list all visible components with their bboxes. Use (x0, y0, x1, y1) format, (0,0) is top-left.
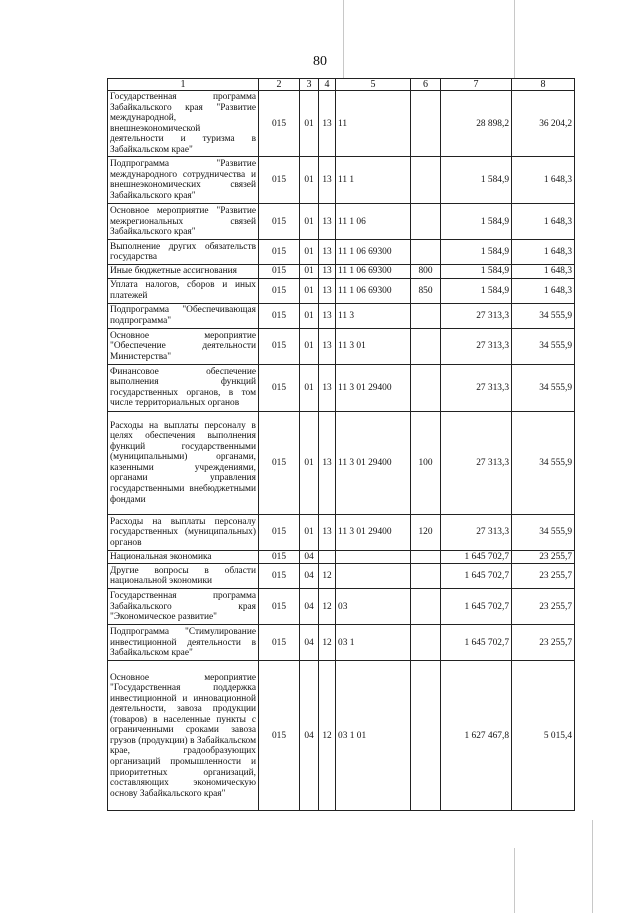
code-cell: 015 (259, 564, 300, 589)
target-article-cell: 11 1 06 69300 (336, 278, 411, 303)
row-name-cell: Национальная экономика (108, 550, 259, 564)
amount-cell: 1 627 467,8 (441, 661, 512, 811)
table-row (108, 278, 575, 303)
amount-cell: 23 255,7 (512, 564, 575, 589)
code-cell: 015 (259, 204, 300, 240)
code-cell: 015 (259, 278, 300, 303)
amount-cell: 27 313,3 (441, 514, 512, 550)
code-cell: 015 (259, 265, 300, 279)
target-article-cell: 11 1 06 69300 (336, 240, 411, 265)
table-row (108, 157, 575, 204)
amount-cell: 23 255,7 (512, 589, 575, 625)
amount-cell: 1 648,3 (512, 278, 575, 303)
table-row (108, 303, 575, 328)
header-cell: 2 (259, 79, 300, 91)
section-cell: 04 (300, 564, 319, 589)
subsection-cell: 13 (319, 514, 336, 550)
expense-type-cell (411, 661, 441, 811)
subsection-cell: 12 (319, 589, 336, 625)
expense-type-cell (411, 157, 441, 204)
scan-artifact-line (514, 848, 515, 913)
code-cell: 015 (259, 661, 300, 811)
table-row (108, 265, 575, 279)
subsection-cell: 12 (319, 564, 336, 589)
row-name-cell: Другие вопросы в области национальной экономики (108, 564, 259, 589)
code-cell: 015 (259, 328, 300, 364)
table-row (108, 240, 575, 265)
amount-cell: 27 313,3 (441, 328, 512, 364)
target-article-cell (336, 564, 411, 589)
code-cell: 015 (259, 364, 300, 411)
section-cell: 01 (300, 240, 319, 265)
amount-cell: 1 584,9 (441, 278, 512, 303)
subsection-cell: 12 (319, 625, 336, 661)
amount-cell: 27 313,3 (441, 364, 512, 411)
amount-cell: 1 645 702,7 (441, 550, 512, 564)
expense-type-cell (411, 328, 441, 364)
scan-artifact-line (592, 820, 593, 913)
expense-type-cell: 120 (411, 514, 441, 550)
subsection-cell: 12 (319, 661, 336, 811)
subsection-cell: 13 (319, 157, 336, 204)
header-cell: 3 (300, 79, 319, 91)
row-name-cell: Государственная программа Забайкальского края "Экономическое развитие" (108, 589, 259, 625)
section-cell: 01 (300, 328, 319, 364)
code-cell: 015 (259, 550, 300, 564)
subsection-cell: 13 (319, 265, 336, 279)
amount-cell: 1 584,9 (441, 204, 512, 240)
section-cell: 01 (300, 265, 319, 279)
row-name-cell: Уплата налогов, сборов и иных платежей (108, 278, 259, 303)
target-article-cell: 11 1 06 (336, 204, 411, 240)
subsection-cell: 13 (319, 204, 336, 240)
amount-cell: 1 584,9 (441, 157, 512, 204)
amount-cell: 1 645 702,7 (441, 564, 512, 589)
subsection-cell: 13 (319, 411, 336, 514)
table-row (108, 91, 575, 157)
section-cell: 01 (300, 303, 319, 328)
amount-cell: 1 584,9 (441, 265, 512, 279)
target-article-cell: 11 1 06 69300 (336, 265, 411, 279)
section-cell: 01 (300, 364, 319, 411)
amount-cell: 23 255,7 (512, 550, 575, 564)
table-body (108, 91, 575, 811)
row-name-cell: Иные бюджетные ассигнования (108, 265, 259, 279)
expense-type-cell (411, 364, 441, 411)
row-name-cell: Государственная программа Забайкальского края "Развитие международной, внешнеэкономической деятельности и туризма в Забайкальском крае" (108, 91, 259, 157)
header-cell: 1 (108, 79, 259, 91)
amount-cell: 1 648,3 (512, 265, 575, 279)
expense-type-cell: 800 (411, 265, 441, 279)
row-name-cell: Выполнение других обязательств государства (108, 240, 259, 265)
row-name-cell: Основное мероприятие "Развитие межрегиональных связей Забайкальского края" (108, 204, 259, 240)
code-cell: 015 (259, 157, 300, 204)
section-cell: 01 (300, 91, 319, 157)
header-cell: 6 (411, 79, 441, 91)
amount-cell: 1 584,9 (441, 240, 512, 265)
amount-cell: 34 555,9 (512, 328, 575, 364)
expense-type-cell (411, 589, 441, 625)
amount-cell: 34 555,9 (512, 364, 575, 411)
code-cell: 015 (259, 589, 300, 625)
table-row (108, 589, 575, 625)
amount-cell: 23 255,7 (512, 625, 575, 661)
table-row (108, 661, 575, 811)
amount-cell: 1 645 702,7 (441, 625, 512, 661)
amount-cell: 36 204,2 (512, 91, 575, 157)
row-name-cell: Подпрограмма "Стимулирование инвестиционной деятельности в Забайкальском крае" (108, 625, 259, 661)
table-row (108, 625, 575, 661)
amount-cell: 1 645 702,7 (441, 589, 512, 625)
subsection-cell: 13 (319, 303, 336, 328)
amount-cell: 27 313,3 (441, 303, 512, 328)
target-article-cell: 11 3 01 29400 (336, 364, 411, 411)
code-cell: 015 (259, 514, 300, 550)
header-row (108, 79, 575, 91)
section-cell: 04 (300, 589, 319, 625)
subsection-cell (319, 550, 336, 564)
target-article-cell: 11 3 (336, 303, 411, 328)
subsection-cell: 13 (319, 328, 336, 364)
section-cell: 04 (300, 661, 319, 811)
section-cell: 04 (300, 625, 319, 661)
code-cell: 015 (259, 91, 300, 157)
amount-cell: 1 648,3 (512, 240, 575, 265)
expense-type-cell (411, 91, 441, 157)
target-article-cell: 11 1 (336, 157, 411, 204)
expense-type-cell (411, 240, 441, 265)
table-row (108, 411, 575, 514)
section-cell: 01 (300, 157, 319, 204)
expense-type-cell (411, 303, 441, 328)
row-name-cell: Основное мероприятие "Обеспечение деятельности Министерства" (108, 328, 259, 364)
amount-cell: 34 555,9 (512, 514, 575, 550)
target-article-cell: 11 3 01 29400 (336, 514, 411, 550)
expense-type-cell (411, 625, 441, 661)
target-article-cell: 03 1 (336, 625, 411, 661)
table-row (108, 564, 575, 589)
table-row (108, 550, 575, 564)
table-row (108, 364, 575, 411)
expense-type-cell (411, 204, 441, 240)
row-name-cell: Подпрограмма "Обеспечивающая подпрограмма" (108, 303, 259, 328)
amount-cell: 1 648,3 (512, 204, 575, 240)
table-header (108, 79, 575, 91)
subsection-cell: 13 (319, 278, 336, 303)
row-name-cell: Расходы на выплаты персоналу в целях обеспечения выполнения функций государственными (муниципальными) органами, казенными учреждениями, органами управления государственными внебюджетными фондами (108, 411, 259, 514)
header-cell: 8 (512, 79, 575, 91)
amount-cell: 28 898,2 (441, 91, 512, 157)
amount-cell: 34 555,9 (512, 411, 575, 514)
amount-cell: 34 555,9 (512, 303, 575, 328)
header-cell: 5 (336, 79, 411, 91)
target-article-cell: 11 3 01 (336, 328, 411, 364)
section-cell: 01 (300, 411, 319, 514)
target-article-cell: 03 (336, 589, 411, 625)
section-cell: 01 (300, 514, 319, 550)
section-cell: 04 (300, 550, 319, 564)
code-cell: 015 (259, 303, 300, 328)
table-row (108, 204, 575, 240)
code-cell: 015 (259, 411, 300, 514)
row-name-cell: Финансовое обеспечение выполнения функций государственных органов, в том числе территориальных органов (108, 364, 259, 411)
amount-cell: 5 015,4 (512, 661, 575, 811)
target-article-cell: 03 1 01 (336, 661, 411, 811)
row-name-cell: Основное мероприятие "Государственная поддержка инвестиционной и инновационной деятельности, завоза продукции (товаров) в населенные пункты с ограниченными сроками завоза грузов (продукции) в Забайкальском крае, градообразующих организаций промышленности и приоритетных организаций, составляющих экономическую основу Забайкальского края" (108, 661, 259, 811)
header-cell: 7 (441, 79, 512, 91)
row-name-cell: Подпрограмма "Развитие международного сотрудничества и внешнеэкономических связей Забайкальского края" (108, 157, 259, 204)
section-cell: 01 (300, 204, 319, 240)
expense-type-cell: 100 (411, 411, 441, 514)
subsection-cell: 13 (319, 91, 336, 157)
target-article-cell (336, 550, 411, 564)
subsection-cell: 13 (319, 364, 336, 411)
budget-table (107, 78, 575, 811)
amount-cell: 1 648,3 (512, 157, 575, 204)
expense-type-cell (411, 564, 441, 589)
header-cell: 4 (319, 79, 336, 91)
code-cell: 015 (259, 625, 300, 661)
subsection-cell: 13 (319, 240, 336, 265)
target-article-cell: 11 (336, 91, 411, 157)
target-article-cell: 11 3 01 29400 (336, 411, 411, 514)
amount-cell: 27 313,3 (441, 411, 512, 514)
expense-type-cell: 850 (411, 278, 441, 303)
row-name-cell: Расходы на выплаты персоналу государственных (муниципальных) органов (108, 514, 259, 550)
page-number: 80 (313, 54, 327, 69)
expense-type-cell (411, 550, 441, 564)
code-cell: 015 (259, 240, 300, 265)
table-row (108, 328, 575, 364)
table-row (108, 514, 575, 550)
section-cell: 01 (300, 278, 319, 303)
